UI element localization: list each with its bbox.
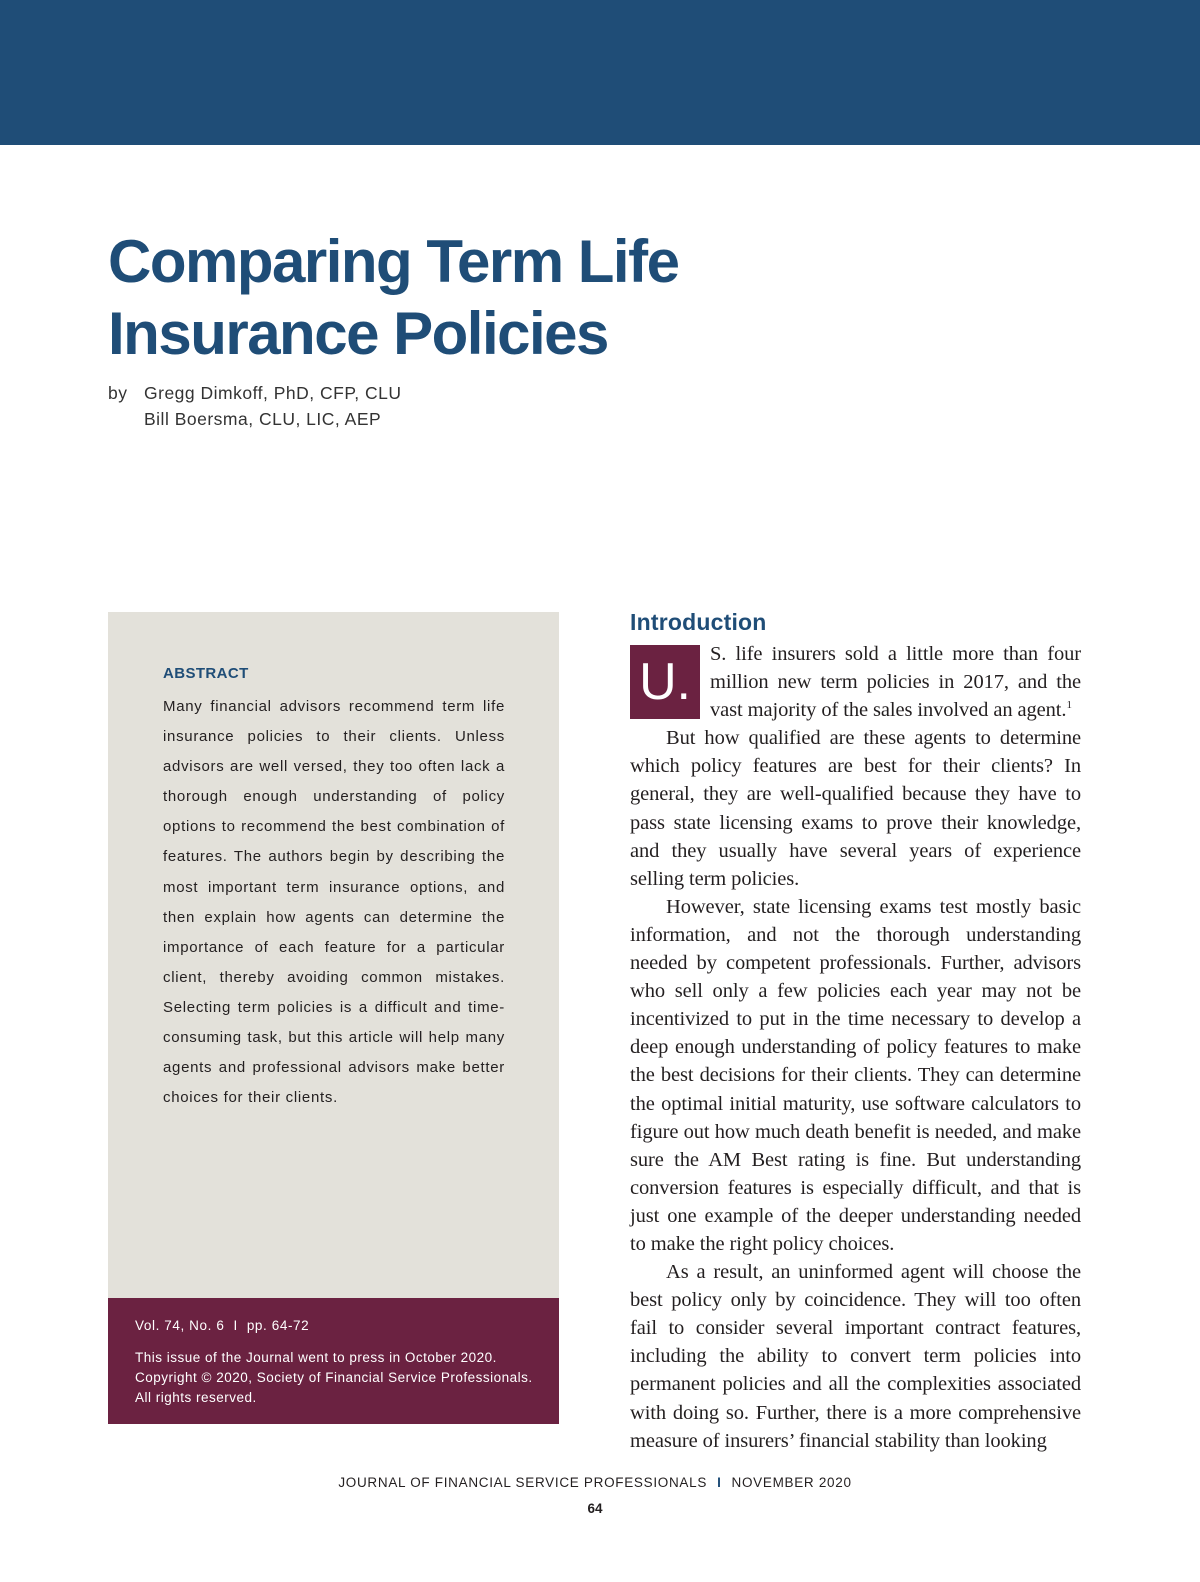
abstract-heading: ABSTRACT: [163, 665, 249, 682]
running-footer: [0, 1475, 1190, 1490]
footnote-reference[interactable]: 1: [1066, 699, 1072, 712]
paragraph-text: S. life insurers sold a little more than four million new term policies in 2017, and the vast majority of the sales involved an agent.: [710, 643, 1081, 722]
drop-cap: U.: [630, 645, 700, 719]
journal-name: JOURNAL OF FINANCIAL SERVICE PROFESSIONALS: [338, 1475, 708, 1490]
copyright-note: This issue of the Journal went to press in October 2020. Copyright © 2020, Society of Financial Service Professionals. All rights reserved.: [135, 1350, 533, 1405]
author-name: Gregg Dimkoff, PhD, CFP, CLU: [144, 383, 402, 403]
by-label: by: [108, 383, 128, 403]
abstract-panel: [108, 612, 559, 1298]
page-range: pp. 64-72: [246, 1318, 310, 1333]
author-name: Bill Boersma, CLU, LIC, AEP: [144, 409, 382, 429]
abstract-text: Many financial advisors recommend term life insurance policies to their clients. Unless advisors are well versed, they too often lack a thorough enough understanding of policy options to recommend the best combination of features. The authors begin by describing the most important term insurance options, and then explain how agents can determine the importance of each feature for a particular client, thereby avoiding common mistakes. Selecting term policies is a difficult and time-consuming task, but this article will help many agents and professional advisors make better choices for their clients.: [163, 698, 505, 1107]
article-body: [630, 640, 1081, 1455]
article-title: Comparing Term Life Insurance Policies: [108, 228, 679, 367]
publication-info-panel: [108, 1298, 559, 1424]
volume-line: [135, 1318, 309, 1333]
footer-separator: I: [717, 1475, 722, 1490]
header-band: [0, 0, 1200, 145]
body-paragraph: But how qualified are these agents to determine which policy features are best for their clients? In general, they are well-qualified because they have to pass state licensing exams to prove their knowledge, and they usually have several years of experience selling term policies.: [630, 727, 1081, 890]
body-paragraph: However, state licensing exams test mostly basic information, and not the thorough understanding needed by competent professionals. Further, advisors who sell only a few policies each year may not be incentivized to put in the time necessary to develop a deep enough understanding of policy features to make the best decisions for their clients. They can determine the optimal initial maturity, use software calculators to figure out how much death benefit is needed, and make sure the AM Best rating is fine. But understanding conversion features is especially difficult, and that is just one example of the deeper understanding needed to make the right policy choices.: [630, 895, 1081, 1255]
author-list: [144, 380, 401, 432]
section-heading-introduction: Introduction: [630, 609, 767, 635]
volume-issue: Vol. 74, No. 6: [135, 1318, 225, 1333]
issue-date: NOVEMBER 2020: [731, 1475, 852, 1490]
page-number: 64: [587, 1501, 603, 1516]
body-paragraph: As a result, an uninformed agent will choose the best policy only by coincidence. They will too often fail to consider several important contract features, including the ability to convert term policies into permanent policies and all the complexities associated with doing so. Further, there is a more comprehensive measure of insurers’ financial stability than looking: [630, 1261, 1081, 1452]
volume-separator: I: [233, 1318, 238, 1333]
